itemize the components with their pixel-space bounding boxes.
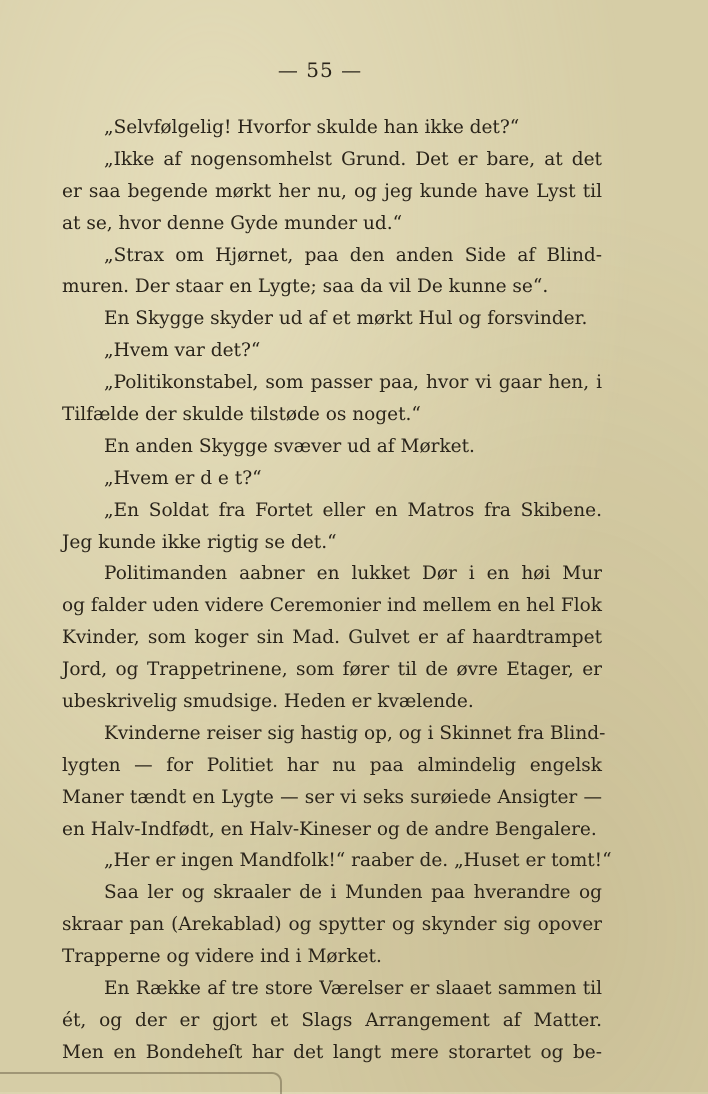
- text-line: ubeskrivelig smudsige. Heden er kvælende.: [62, 691, 474, 713]
- text-line: er saa begende mørkt her nu, og jeg kunde have Lyst til: [62, 180, 602, 202]
- text-line: „Hvem var det?“: [104, 340, 261, 362]
- text-line: „Politikonstabel, som passer paa, hvor vi gaar hen, i: [104, 372, 602, 394]
- text-line: Kvinder, som koger sin Mad. Gulvet er af haardtrampet: [62, 627, 602, 649]
- text-line: Jord, og Trappetrinene, som fører til de øvre Etager, er: [62, 659, 602, 681]
- text-line: Saa ler og skraaler de i Munden paa hverandre og: [104, 882, 602, 904]
- text-line: En Skygge skyder ud af et mørkt Hul og forsvinder.: [104, 308, 588, 330]
- text-line: „Her er ingen Mandfolk!“ raaber de. „Huset er tomt!“: [104, 850, 612, 872]
- text-line: muren. Der staar en Lygte; saa da vil De kunne se“.: [62, 276, 549, 298]
- text-line: En Række af tre store Værelser er slaaet sammen til: [104, 978, 602, 1000]
- text-line: Jeg kunde ikke rigtig se det.“: [62, 531, 337, 553]
- text-line: skraar pan (Arekablad) og spytter og skynder sig opover: [62, 914, 602, 936]
- text-line: Kvinderne reiser sig hastig op, og i Skinnet fra Blind-: [104, 722, 606, 744]
- text-line: ét, og der er gjort et Slags Arrangement af Matter.: [62, 1009, 602, 1031]
- body-text: [62, 112, 612, 1069]
- text-line: Trapperne og videre ind i Mørket.: [62, 946, 382, 968]
- text-line: Tilfælde der skulde tilstøde os noget.“: [62, 404, 421, 426]
- text-line: „Ikke af nogensomhelst Grund. Det er bare, at det: [104, 148, 602, 170]
- text-line: at se, hvor denne Gyde munder ud.“: [62, 212, 403, 234]
- text-line: Maner tændt en Lygte — ser vi seks surøiede Ansigter —: [62, 786, 602, 808]
- text-line: „Strax om Hjørnet, paa den anden Side af Blind-: [104, 244, 602, 266]
- text-line: og falder uden videre Ceremonier ind mellem en hel Flok: [62, 595, 602, 617]
- text-line: Politimanden aabner en lukket Dør i en høi Mur: [104, 563, 602, 585]
- text-line: Men en Bondeheſt har det langt mere storartet og be-: [62, 1041, 602, 1063]
- text-line: en Halv-Indfødt, en Halv-Kineser og de andre Bengalere.: [62, 818, 597, 840]
- text-line: „En Soldat fra Fortet eller en Matros fra Skibene.: [104, 499, 602, 521]
- text-line: En anden Skygge svæver ud af Mørket.: [104, 435, 475, 457]
- text-line: „Hvem er d e t?“: [104, 467, 262, 489]
- page-edge-mark: [0, 1072, 282, 1094]
- text-line: lygten — for Politiet har nu paa almindelig engelsk: [62, 754, 602, 776]
- text-line: „Selvfølgelig! Hvorfor skulde han ikke det?“: [104, 117, 520, 138]
- page-number: — 55 —: [277, 58, 363, 82]
